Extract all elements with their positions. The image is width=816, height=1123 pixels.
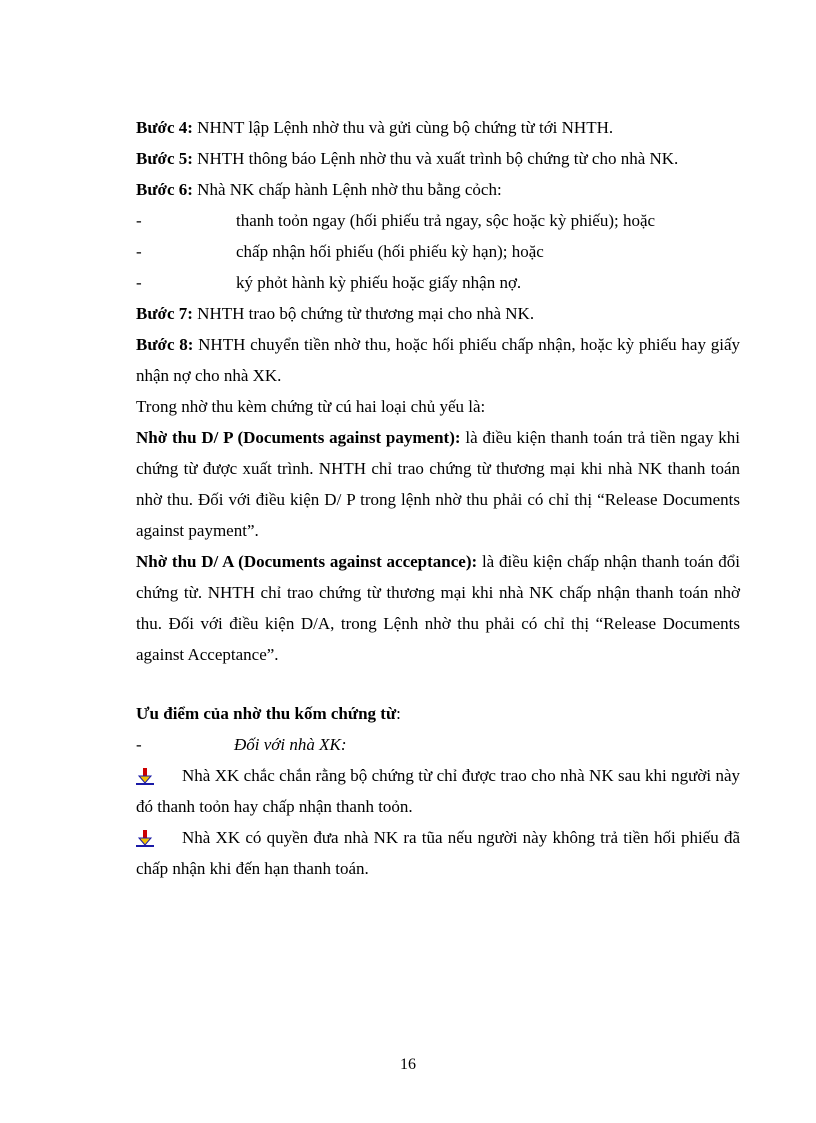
bullet-text: Nhà XK có quyền đưa nhà NK ra tũa nếu người này không trả tiền hối phiếu đã chấp nhận khi đến hạn thanh toán.	[136, 828, 740, 878]
dash-marker: -	[136, 735, 142, 754]
da-label: Nhờ thu D/ A (Documents against acceptance):	[136, 552, 478, 571]
step-5	[136, 143, 740, 174]
step-6	[136, 174, 740, 205]
da-text: là điều kiện chấp nhận thanh toán đổi chứng từ. NHTH chỉ trao chứng từ thương mại khi nhà NK chấp nhận thanh toán nhờ thu. Đối với điều kiện D/A, trong Lệnh nhờ thu phải có chỉ thị “Release Documents against Acceptance”.	[136, 552, 740, 664]
step-text: NHNT lập Lệnh nhờ thu và gửi cùng bộ chứng từ tới NHTH.	[192, 118, 614, 137]
intro-types: Trong nhờ thu kèm chứng từ cú hai loại chủ yếu là:	[136, 397, 486, 416]
spacer	[136, 670, 740, 698]
step-7	[136, 298, 740, 329]
bullet-text: Nhà XK chắc chắn rằng bộ chứng từ chỉ được trao cho nhà NK sau khi người này đó thanh toỏn hay chấp nhận thanh toỏn.	[136, 766, 740, 816]
advantage-bullet	[136, 760, 740, 822]
step-6-option	[136, 205, 740, 236]
option-text: thanh toỏn ngay (hối phiếu trả ngay, sộc hoặc kỳ phiếu); hoặc	[236, 211, 656, 230]
option-text: chấp nhận hối phiếu (hối phiếu kỳ hạn); hoặc	[236, 242, 544, 261]
step-4	[136, 112, 740, 143]
step-label: Bước 4:	[136, 118, 193, 137]
step-text: NHTH chuyển tiền nhờ thu, hoặc hối phiếu chấp nhận, hoặc kỳ phiếu hay giấy nhận nợ cho nhà XK.	[136, 335, 740, 385]
arrow-bullet-icon	[136, 830, 182, 848]
step-label: Bước 8:	[136, 335, 194, 354]
step-6-option	[136, 267, 740, 298]
dp-paragraph	[136, 422, 740, 546]
step-6-option	[136, 236, 740, 267]
da-paragraph	[136, 546, 740, 670]
document-body	[136, 112, 740, 884]
heading-colon: :	[396, 704, 401, 723]
step-label: Bước 5:	[136, 149, 193, 168]
dp-label: Nhờ thu D/ P (Documents against payment):	[136, 428, 461, 447]
dash-marker: -	[136, 273, 142, 292]
page-number: 16	[400, 1056, 416, 1073]
step-text: NHTH trao bộ chứng từ thương mại cho nhà NK.	[192, 304, 535, 323]
step-label: Bước 6:	[136, 180, 193, 199]
subheading-text: Đối với nhà XK:	[234, 735, 347, 754]
dash-marker: -	[136, 211, 142, 230]
arrow-bullet-icon	[136, 768, 182, 786]
step-text: NHTH thông báo Lệnh nhờ thu và xuất trình bộ chứng từ cho nhà NK.	[192, 149, 679, 168]
option-text: ký phỏt hành kỳ phiếu hoặc giấy nhận nợ.	[236, 273, 522, 292]
step-label: Bước 7:	[136, 304, 193, 323]
advantages-heading	[136, 698, 740, 729]
step-text: Nhà NK chấp hành Lệnh nhờ thu bằng cỏch:	[192, 180, 502, 199]
exporter-subheading	[136, 729, 740, 760]
dash-marker: -	[136, 242, 142, 261]
step-8	[136, 329, 740, 391]
dp-text: là điều kiện thanh toán trả tiền ngay khi chứng từ được xuất trình. NHTH chỉ trao chứng từ thương mại khi nhà NK thanh toán nhờ thu. Đối với điều kiện D/ P trong lệnh nhờ thu phải có chỉ thị “Release Documents against payment”.	[136, 428, 740, 540]
advantage-bullet	[136, 822, 740, 884]
heading-text: Ưu điểm của nhờ thu kốm chứng từ	[136, 704, 397, 723]
